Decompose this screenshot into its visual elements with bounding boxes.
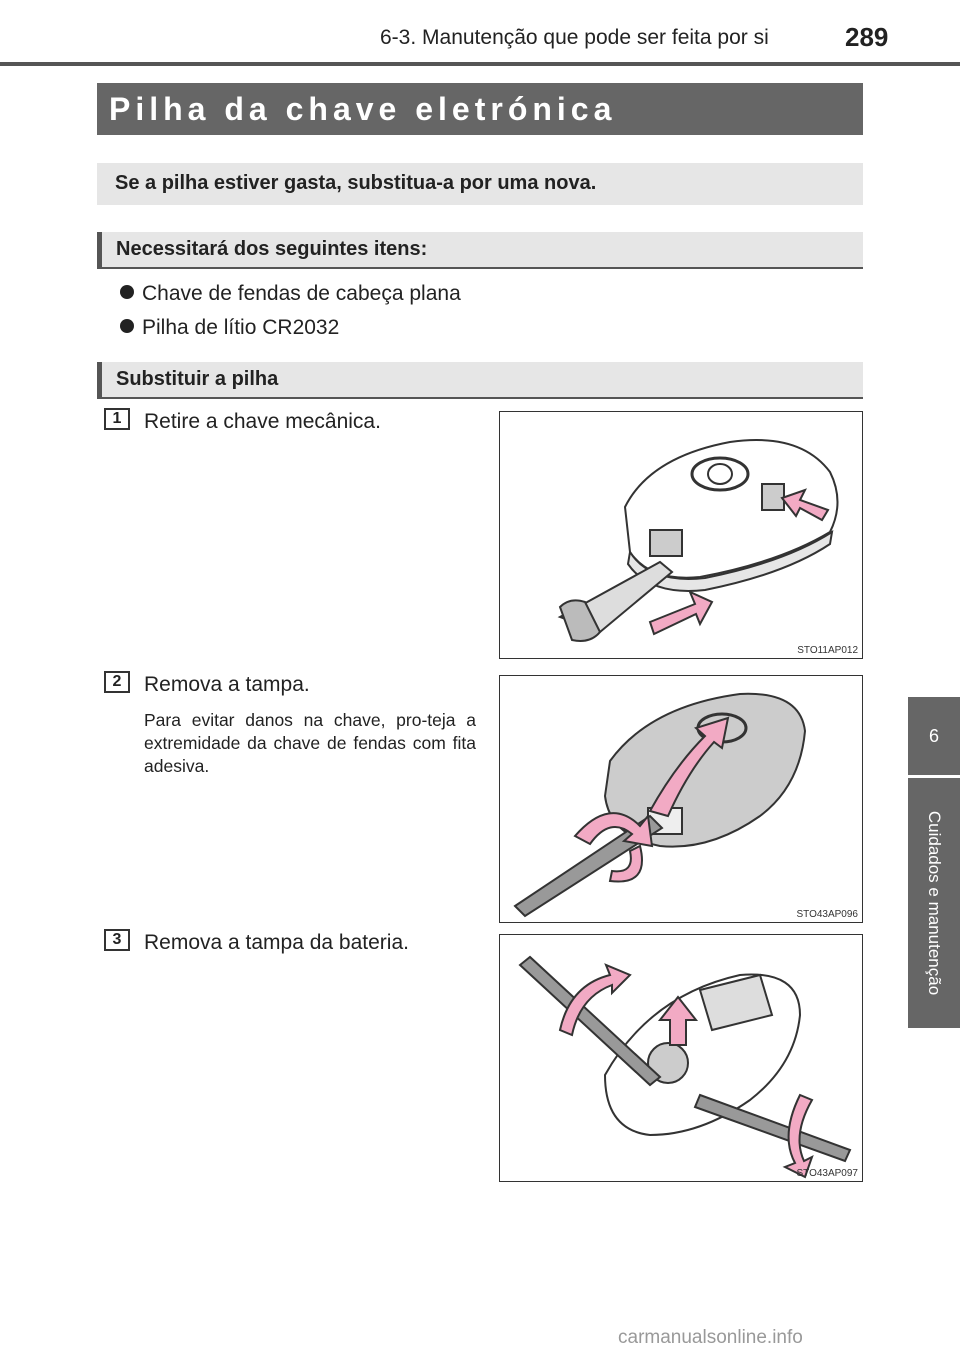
step-number-3: 3 (104, 929, 130, 951)
chapter-tab-number[interactable] (908, 697, 960, 775)
page-number: 289 (845, 22, 889, 52)
step-text-1: Retire a chave mecânica. (144, 410, 381, 433)
replace-heading: Substituir a pilha (97, 362, 863, 399)
list-item (120, 282, 461, 306)
bullet-icon (120, 285, 134, 299)
step-text-2: Remova a tampa. (144, 673, 310, 696)
figure-code: STO11AP012 (797, 645, 858, 656)
section-header: 6-3. Manutenção que pode ser feita por si (380, 26, 769, 49)
key-fob-battery-illustration (500, 935, 863, 1182)
bullet-icon (120, 319, 134, 333)
chapter-title: Cuidados e manutenção (925, 810, 944, 996)
figure-remove-battery-cover (499, 934, 863, 1182)
key-fob-illustration (500, 412, 863, 659)
list-item-text: Chave de fendas de cabeça plana (142, 282, 461, 305)
step-note-2: Para evitar danos na chave, pro-teja a extremidade da chave de fendas com fita adesiva. (144, 710, 476, 776)
header-divider (0, 62, 960, 66)
step-number-1: 1 (104, 408, 130, 430)
list-item-text: Pilha de lítio CR2032 (142, 316, 340, 339)
figure-code: STO43AP096 (796, 909, 858, 920)
chapter-number: 6 (928, 725, 939, 746)
step-text-3: Remova a tampa da bateria. (144, 931, 409, 954)
items-heading: Necessitará dos seguintes itens: (97, 232, 863, 269)
figure-remove-cover (499, 675, 863, 923)
key-fob-cover-illustration (500, 676, 863, 923)
chapter-tab-label[interactable] (908, 778, 960, 1028)
intro-box: Se a pilha estiver gasta, substitua-a por uma nova. (97, 163, 863, 205)
figure-code: STO43AP097 (796, 1168, 858, 1179)
list-item (120, 316, 339, 340)
watermark[interactable]: carmanualsonline.info (618, 1327, 803, 1348)
page-title: Pilha da chave eletrónica (97, 83, 863, 135)
figure-remove-mechanical-key (499, 411, 863, 659)
step-number-2: 2 (104, 671, 130, 693)
